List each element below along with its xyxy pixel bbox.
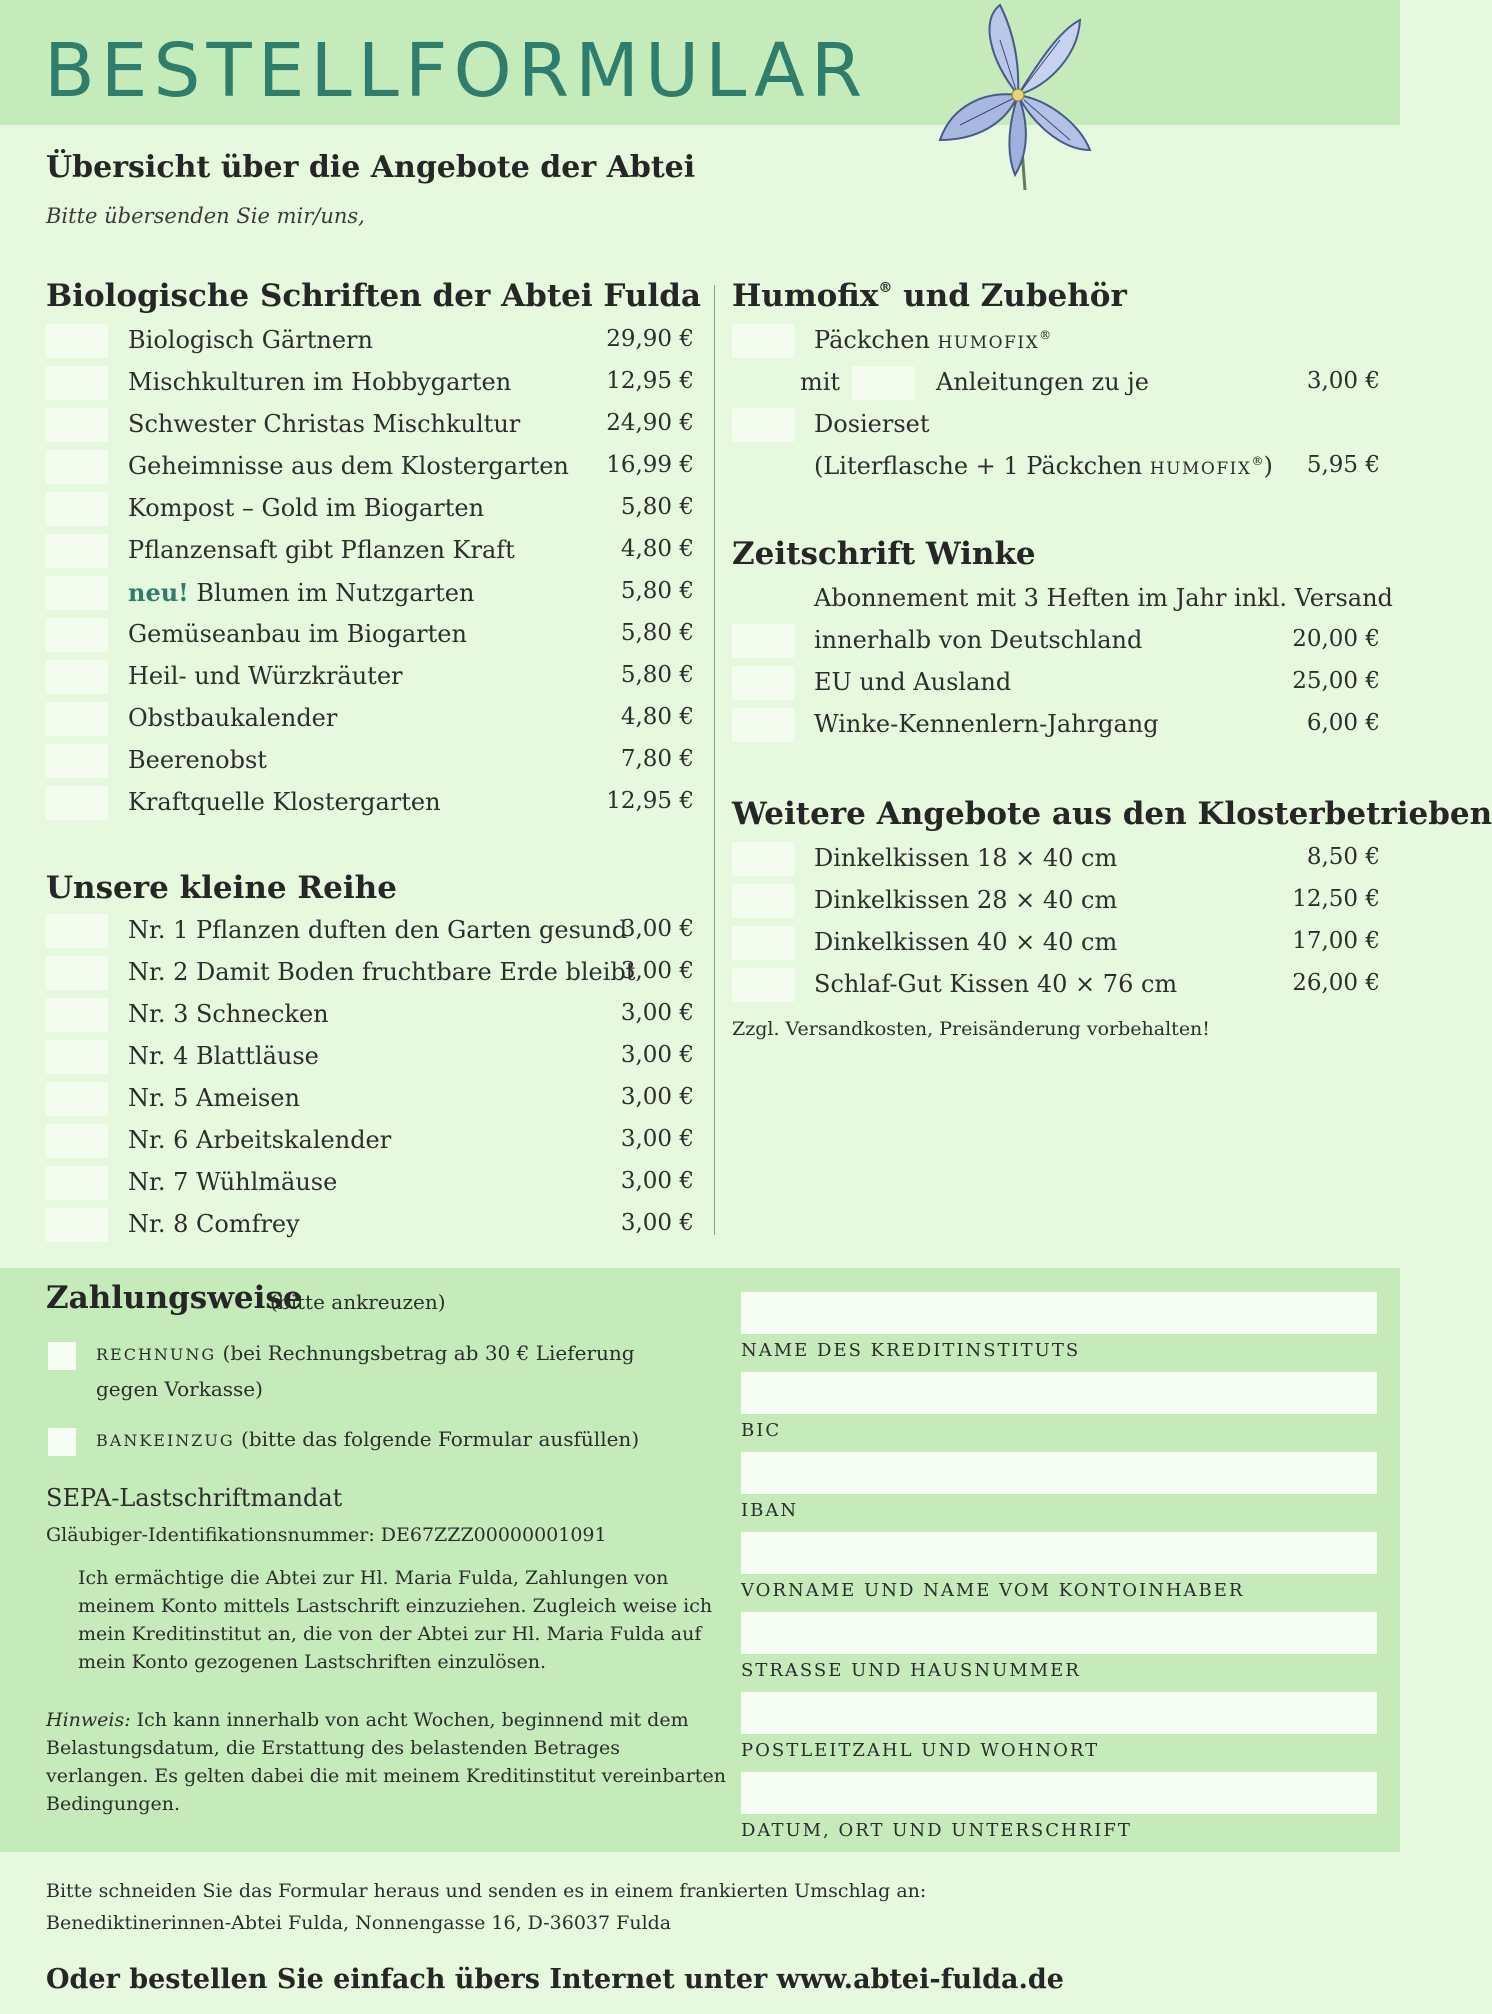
item-price: 7,80 €: [620, 746, 694, 772]
item-label: Beerenobst: [128, 746, 267, 774]
item-label: Winke-Kennenlern-Jahrgang: [814, 710, 1159, 738]
dosierset-detail-b: ): [1263, 452, 1273, 480]
section-heading-biologische: Biologische Schriften der Abtei Fulda: [46, 278, 701, 314]
list-item: [46, 700, 694, 742]
quantity-box[interactable]: [732, 926, 794, 960]
hinweis-body: Ich kann innerhalb von acht Wochen, beginnend mit dem Belastungsdatum, die Erstattung des belastenden Betrages verlangen. Es gelten dabei die mit meinem Kreditinstitut vereinbarten Bedingungen.: [46, 1709, 726, 1815]
quantity-box[interactable]: [46, 1208, 108, 1242]
item-price: 5,95 €: [1306, 452, 1380, 478]
quantity-box[interactable]: [46, 1124, 108, 1158]
street-field[interactable]: [741, 1612, 1377, 1654]
abo-label: Abonnement mit 3 Heften im Jahr inkl. Versand: [814, 584, 1393, 612]
item-price: 5,80 €: [620, 578, 694, 604]
item-price: 25,00 €: [1292, 668, 1380, 694]
bic-label: BIC: [741, 1420, 782, 1441]
list-item: [732, 882, 1380, 924]
list-item: [46, 322, 694, 364]
quantity-box[interactable]: [46, 914, 108, 948]
bankeinzug-checkbox[interactable]: [48, 1428, 76, 1456]
page-title: BESTELLFORMULAR: [44, 28, 869, 114]
item-label: Dinkelkissen 28 × 40 cm: [814, 886, 1118, 914]
quantity-box[interactable]: [732, 842, 794, 876]
rechnung-label: RECHNUNG: [96, 1345, 217, 1364]
item-price: 20,00 €: [1292, 626, 1380, 652]
item-label: Dinkelkissen 18 × 40 cm: [814, 844, 1118, 872]
bankeinzug-label: BANKEINZUG: [96, 1431, 235, 1450]
list-item: [46, 784, 694, 826]
bankeinzug-text: (bitte das folgende Formular ausfüllen): [234, 1427, 640, 1451]
list-item: [732, 448, 1380, 490]
humofix-brand: HUMOFIX: [1149, 459, 1252, 479]
item-price: 3,00 €: [620, 1042, 694, 1068]
item-price: 12,95 €: [606, 788, 694, 814]
item-price: 26,00 €: [1292, 970, 1380, 996]
list-item: [732, 706, 1380, 748]
item-label: Gemüseanbau im Biogarten: [128, 620, 467, 648]
item-label-text: Blumen im Nutzgarten: [188, 579, 475, 607]
item-label: Obstbaukalender: [128, 704, 338, 732]
list-item: [46, 1164, 694, 1206]
list-item: [732, 580, 1393, 622]
item-price: 3,00 €: [620, 1000, 694, 1026]
item-label: Dinkelkissen 40 × 40 cm: [814, 928, 1118, 956]
quantity-box[interactable]: [732, 324, 794, 358]
quantity-box[interactable]: [46, 408, 108, 442]
registered-mark: ®: [878, 280, 893, 296]
list-item: [732, 406, 1380, 448]
list-item: [46, 996, 694, 1038]
list-item: [46, 1122, 694, 1164]
iris-flower-icon: [930, 0, 1100, 200]
rechnung-checkbox[interactable]: [48, 1342, 76, 1370]
item-label: Nr. 3 Schnecken: [128, 1000, 329, 1028]
item-label: Kompost – Gold im Biogarten: [128, 494, 485, 522]
item-label: Nr. 1 Pflanzen duften den Garten gesund: [128, 916, 628, 944]
list-item: [46, 954, 694, 996]
humofix-heading-name: Humofix: [732, 278, 879, 314]
list-item: [732, 924, 1380, 966]
account-holder-field[interactable]: [741, 1532, 1377, 1574]
section-heading-winke: Zeitschrift Winke: [732, 536, 1036, 572]
item-label: Anleitungen zu je: [936, 368, 1149, 396]
list-item: [732, 622, 1380, 664]
registered-mark: ®: [1251, 454, 1264, 468]
item-price: 3,00 €: [620, 1210, 694, 1236]
item-price: 16,99 €: [606, 452, 694, 478]
signature-field[interactable]: [741, 1772, 1377, 1814]
shipping-note: Zzgl. Versandkosten, Preisänderung vorbehalten!: [732, 1018, 1210, 1040]
rechnung-text: (bei Rechnungsbetrag ab 30 € Lieferung gegen Vorkasse): [96, 1341, 635, 1401]
list-item: [46, 1080, 694, 1122]
iban-label: IBAN: [741, 1500, 799, 1521]
quantity-box[interactable]: [46, 744, 108, 778]
list-item: [46, 1206, 694, 1248]
quantity-box[interactable]: [46, 956, 108, 990]
section-heading-reihe: Unsere kleine Reihe: [46, 870, 397, 906]
overview-heading: Übersicht über die Angebote der Abtei: [46, 150, 696, 185]
list-item: [46, 658, 694, 700]
payment-hint: (bitte ankreuzen): [270, 1290, 446, 1314]
city-label: POSTLEITZAHL UND WOHNORT: [741, 1740, 1100, 1761]
item-price: 29,90 €: [606, 326, 694, 352]
section-heading-humofix: [732, 278, 1127, 314]
item-label: EU und Ausland: [814, 668, 1012, 696]
item-label: Geheimnisse aus dem Klostergarten: [128, 452, 569, 480]
hinweis-text: [46, 1706, 726, 1818]
quantity-box[interactable]: [732, 968, 794, 1002]
list-item: [46, 742, 694, 784]
quantity-box[interactable]: [46, 660, 108, 694]
item-price: 12,50 €: [1292, 886, 1380, 912]
item-price: 5,80 €: [620, 494, 694, 520]
overview-subline: Bitte übersenden Sie mir/uns,: [46, 204, 365, 228]
new-badge: neu!: [128, 578, 189, 607]
item-price: 8,50 €: [1306, 844, 1380, 870]
list-item: [46, 448, 694, 490]
item-label: Heil- und Würzkräuter: [128, 662, 403, 690]
item-label: Nr. 8 Comfrey: [128, 1210, 300, 1238]
quantity-box[interactable]: [732, 708, 794, 742]
iban-field[interactable]: [741, 1452, 1377, 1494]
list-item: [46, 406, 694, 448]
mit-label: mit: [800, 368, 841, 396]
item-price: 12,95 €: [606, 368, 694, 394]
list-item: [46, 1038, 694, 1080]
registered-mark: ®: [1039, 328, 1052, 342]
list-item: [46, 532, 694, 574]
list-item: [732, 840, 1380, 882]
list-item: [732, 664, 1380, 706]
hinweis-label: Hinweis:: [46, 1709, 131, 1731]
item-price: 3,00 €: [620, 1126, 694, 1152]
bank-name-field[interactable]: [741, 1292, 1377, 1334]
quantity-box[interactable]: [732, 408, 794, 442]
anleitungen-quantity-box[interactable]: [852, 366, 914, 400]
list-item: [732, 966, 1380, 1008]
footer-instruction: Bitte schneiden Sie das Formular heraus und senden es in einem frankierten Umschlag an:: [46, 1880, 927, 1902]
item-label: Schlaf-Gut Kissen 40 × 76 cm: [814, 970, 1178, 998]
quantity-box[interactable]: [46, 366, 108, 400]
account-holder-label: VORNAME UND NAME VOM KONTOINHABER: [741, 1580, 1245, 1601]
item-price: 4,80 €: [620, 704, 694, 730]
list-item: [46, 574, 694, 616]
column-divider: [714, 285, 715, 1235]
item-label: Schwester Christas Mischkultur: [128, 410, 521, 438]
signature-label: DATUM, ORT UND UNTERSCHRIFT: [741, 1820, 1132, 1841]
item-price: 3,00 €: [620, 958, 694, 984]
quantity-box[interactable]: [46, 1166, 108, 1200]
item-label: Nr. 6 Arbeitskalender: [128, 1126, 392, 1154]
item-price: 3,00 €: [1306, 368, 1380, 394]
quantity-box[interactable]: [46, 576, 108, 610]
footer-address: Benediktinerinnen-Abtei Fulda, Nonnengasse 16, D-36037 Fulda: [46, 1912, 672, 1934]
city-field[interactable]: [741, 1692, 1377, 1734]
item-price: 5,80 €: [620, 620, 694, 646]
street-label: STRASSE UND HAUSNUMMER: [741, 1660, 1081, 1681]
dosierset-detail-a: (Literflasche + 1 Päckchen: [814, 452, 1150, 480]
list-item: [732, 322, 1380, 364]
quantity-box[interactable]: [46, 998, 108, 1032]
item-label: Pflanzensaft gibt Pflanzen Kraft: [128, 536, 515, 564]
footer-web: Oder bestellen Sie einfach übers Internet unter www.abtei-fulda.de: [46, 1964, 1064, 1995]
bankeinzug-option: [96, 1422, 716, 1458]
sepa-title: SEPA-Lastschriftmandat: [46, 1484, 343, 1512]
humofix-heading-rest: und Zubehör: [892, 278, 1127, 314]
quantity-box[interactable]: [46, 324, 108, 358]
quantity-box[interactable]: [46, 450, 108, 484]
quantity-box[interactable]: [46, 1082, 108, 1116]
quantity-box[interactable]: [46, 492, 108, 526]
quantity-box[interactable]: [46, 534, 108, 568]
payment-heading: Zahlungsweise: [46, 1280, 303, 1316]
item-price: 3,00 €: [620, 1168, 694, 1194]
bank-name-label: NAME DES KREDITINSTITUTS: [741, 1340, 1081, 1361]
item-price: 3,00 €: [620, 1084, 694, 1110]
item-label: Dosierset: [814, 410, 930, 438]
item-label: innerhalb von Deutschland: [814, 626, 1143, 654]
item-price: 6,00 €: [1306, 710, 1380, 736]
quantity-box[interactable]: [46, 618, 108, 652]
quantity-box[interactable]: [46, 1040, 108, 1074]
section-heading-weitere: Weitere Angebote aus den Klosterbetrieben: [732, 796, 1492, 832]
item-price: 24,90 €: [606, 410, 694, 436]
item-label: Nr. 2 Damit Boden fruchtbare Erde bleibt: [128, 958, 636, 986]
item-price: 4,80 €: [620, 536, 694, 562]
item-label: Nr. 5 Ameisen: [128, 1084, 300, 1112]
quantity-box[interactable]: [732, 624, 794, 658]
list-item: [732, 364, 1380, 406]
bic-field[interactable]: [741, 1372, 1377, 1414]
item-label: Kraftquelle Klostergarten: [128, 788, 441, 816]
item-label: Biologisch Gärtnern: [128, 326, 373, 354]
item-label: [814, 326, 1051, 354]
glaeubiger-id: Gläubiger-Identifikationsnummer: DE67ZZZ00000001091: [46, 1524, 607, 1546]
mandate-text: Ich ermächtige die Abtei zur Hl. Maria Fulda, Zahlungen von meinem Konto mittels Lastschrift einzuziehen. Zugleich weise ich mein Kreditinstitut an, die von der Abtei zur Hl. Maria Fulda auf mein Konto gezogenen Lastschriften einzulösen.: [78, 1567, 713, 1673]
item-price: 17,00 €: [1292, 928, 1380, 954]
list-item: [46, 490, 694, 532]
quantity-box[interactable]: [46, 702, 108, 736]
quantity-box[interactable]: [732, 666, 794, 700]
paeckchen-label: Päckchen: [814, 326, 930, 354]
item-detail: [814, 452, 1273, 480]
list-item: [46, 616, 694, 658]
list-item: [46, 912, 694, 954]
quantity-box[interactable]: [46, 786, 108, 820]
item-price: 3,00 €: [620, 916, 694, 942]
item-price: 5,80 €: [620, 662, 694, 688]
item-label: Mischkulturen im Hobbygarten: [128, 368, 512, 396]
rechnung-option: [96, 1336, 696, 1406]
quantity-box[interactable]: [732, 884, 794, 918]
item-label: Nr. 4 Blattläuse: [128, 1042, 319, 1070]
list-item: [46, 364, 694, 406]
humofix-brand: HUMOFIX: [937, 333, 1040, 353]
item-label: Nr. 7 Wühlmäuse: [128, 1168, 338, 1196]
item-label: [128, 578, 474, 607]
